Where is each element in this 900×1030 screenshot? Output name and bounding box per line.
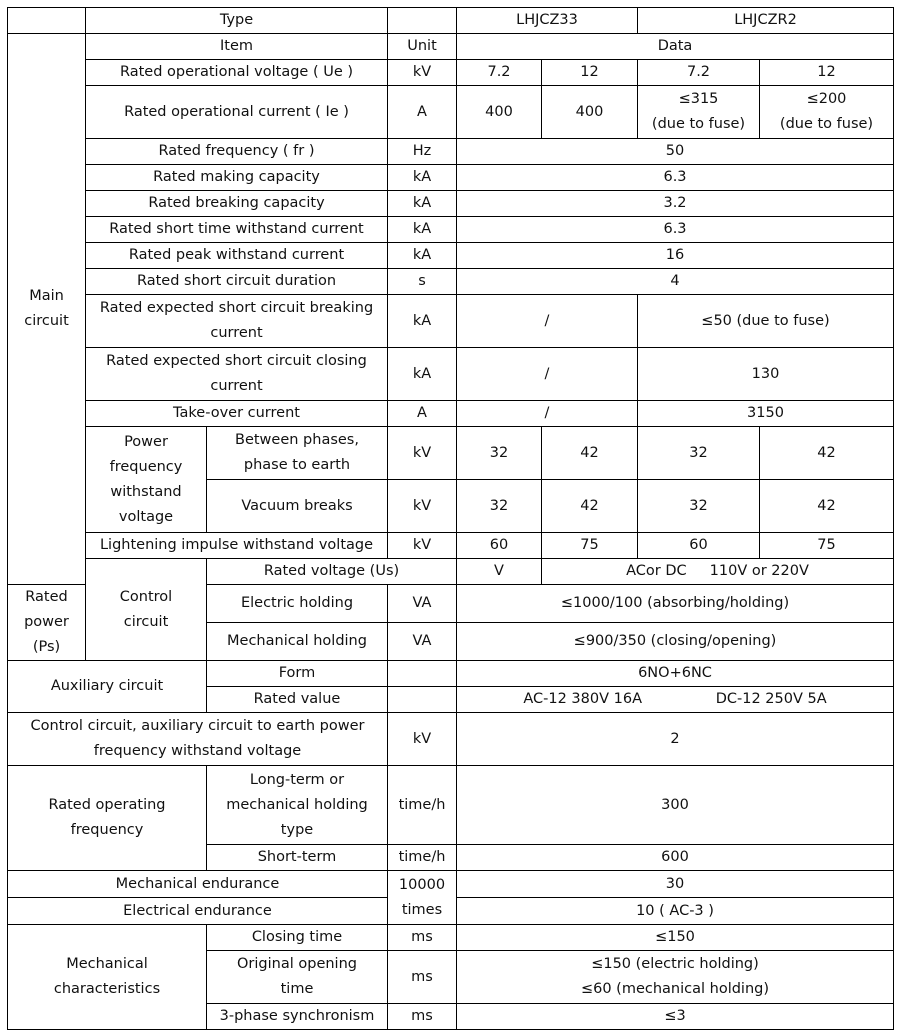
value-cell	[457, 951, 894, 1004]
table-row	[8, 60, 894, 86]
value-cell: 6.3	[457, 217, 894, 243]
value-cell: 75	[760, 533, 894, 559]
unit-cell: A	[388, 401, 457, 427]
value-cell: 12	[760, 60, 894, 86]
value-cell: /	[457, 348, 638, 401]
value-cell: 16	[457, 243, 894, 269]
value-cell: 400	[457, 86, 542, 139]
value-cell: 75	[542, 533, 638, 559]
value-cell: 32	[457, 427, 542, 480]
table-row	[8, 766, 894, 845]
item-cell: Rated voltage (Us)	[207, 559, 457, 585]
item-line: Rated expected short circuit breaking	[99, 300, 374, 316]
table-row	[8, 269, 894, 295]
item-line: Original opening	[237, 956, 357, 972]
value-cell: 60	[638, 533, 760, 559]
item-cell	[207, 427, 388, 480]
item-cell: Rated peak withstand current	[86, 243, 388, 269]
value-cell: 4	[457, 269, 894, 295]
unit-cell: kA	[388, 243, 457, 269]
table-row	[8, 713, 894, 766]
item-cell	[207, 766, 388, 845]
unit-cell	[388, 687, 457, 713]
label-line: circuit	[123, 613, 169, 630]
value-cell: ≤900/350 (closing/opening)	[457, 623, 894, 661]
item-cell	[86, 295, 388, 348]
value-cell: 30	[457, 871, 894, 898]
unit-cell: ms	[388, 925, 457, 951]
item-cell	[86, 348, 388, 401]
item-cell: Rated short time withstand current	[86, 217, 388, 243]
unit-cell: ms	[388, 951, 457, 1004]
unit-cell: kV	[388, 533, 457, 559]
value-line: ≤315	[678, 91, 719, 107]
label-line: Power	[124, 433, 168, 450]
item-cell: Form	[207, 661, 388, 687]
unit-cell: kV	[388, 60, 457, 86]
value-cell	[760, 86, 894, 139]
value-cell: ≤1000/100 (absorbing/holding)	[457, 585, 894, 623]
item-cell: Rated short circuit duration	[86, 269, 388, 295]
table-row	[8, 925, 894, 951]
label-line: Control	[119, 588, 173, 605]
pf-withstand-label	[86, 427, 207, 533]
unit-cell: Hz	[388, 139, 457, 165]
table-row	[8, 165, 894, 191]
value-cell: /	[457, 295, 638, 348]
value-cell: 300	[457, 766, 894, 845]
item-cell: Vacuum breaks	[207, 480, 388, 533]
value-cell: ≤150	[457, 925, 894, 951]
value-line: ≤150 (electric holding)	[591, 956, 759, 972]
item-cell: Short-term	[207, 845, 388, 871]
item-cell	[207, 951, 388, 1004]
table-row	[8, 243, 894, 269]
value-cell: 42	[760, 480, 894, 533]
model-lhjcz33: LHJCZ33	[457, 8, 638, 34]
unit-cell: V	[457, 559, 542, 585]
value-cell: 42	[760, 427, 894, 480]
item-line: Between phases,	[235, 432, 359, 448]
table-row	[8, 348, 894, 401]
blank-cell	[8, 8, 86, 34]
value-line: (due to fuse)	[651, 116, 746, 132]
unit-cell: kA	[388, 165, 457, 191]
item-cell: Rated value	[207, 687, 388, 713]
value-cell: 10 ( AC-3 )	[457, 898, 894, 925]
table-row	[8, 86, 894, 139]
table-row	[8, 661, 894, 687]
value-cell: /	[457, 401, 638, 427]
value-cell: 3150	[638, 401, 894, 427]
operating-frequency-label: Rated operating frequency	[8, 766, 207, 871]
item-cell: Rated frequency ( fr )	[86, 139, 388, 165]
value-cell: 12	[542, 60, 638, 86]
blank-cell	[388, 8, 457, 34]
item-line: Long-term or	[249, 771, 345, 788]
item-header: Item	[86, 34, 388, 60]
unit-cell: kV	[388, 427, 457, 480]
value-cell: 32	[638, 480, 760, 533]
value-cell: 50	[457, 139, 894, 165]
value-cell: ACor DC 110V or 220V	[542, 559, 894, 585]
item-cell: Electrical endurance	[8, 898, 388, 925]
unit-cell	[388, 661, 457, 687]
table-row	[8, 871, 894, 898]
item-cell: Rated operational voltage ( Ue )	[86, 60, 388, 86]
item-cell: Electric holding	[207, 585, 388, 623]
label-line: voltage	[118, 508, 174, 525]
item-line: time	[280, 981, 314, 997]
value-cell: 32	[638, 427, 760, 480]
unit-cell: VA	[388, 623, 457, 661]
value-cell: ≤50 (due to fuse)	[638, 295, 894, 348]
table-row	[8, 427, 894, 480]
control-circuit-label	[86, 559, 207, 661]
table-row	[8, 401, 894, 427]
item-line: current	[210, 378, 263, 394]
value-cell: AC-12 380V 16A DC-12 250V 5A	[457, 687, 894, 713]
item-cell: Rated making capacity	[86, 165, 388, 191]
value-cell: ≤3	[457, 1004, 894, 1030]
item-line: Rated expected short circuit closing	[106, 353, 367, 369]
value-cell	[638, 86, 760, 139]
table-row	[8, 559, 894, 585]
item-line: phase to earth	[243, 457, 351, 473]
item-line: type	[280, 821, 314, 838]
unit-cell: VA	[388, 585, 457, 623]
value-cell: 42	[542, 480, 638, 533]
value-cell: 130	[638, 348, 894, 401]
unit-cell: A	[388, 86, 457, 139]
unit-cell: kA	[388, 217, 457, 243]
item-cell: Lightening impulse withstand voltage	[86, 533, 388, 559]
mechanical-characteristics-label: Mechanical characteristics	[8, 925, 207, 1030]
auxiliary-circuit-label: Auxiliary circuit	[8, 661, 207, 713]
rated-power-label	[8, 585, 86, 661]
item-line: frequency withstand voltage	[93, 743, 302, 759]
item-line: current	[210, 325, 263, 341]
unit-line: times	[401, 901, 443, 918]
table-row	[8, 295, 894, 348]
item-cell: Mechanical holding	[207, 623, 388, 661]
item-cell: Mechanical endurance	[8, 871, 388, 898]
unit-cell: kA	[388, 191, 457, 217]
table-row	[8, 533, 894, 559]
value-cell: 2	[457, 713, 894, 766]
table-row	[8, 139, 894, 165]
main-circuit-line-1: Main	[29, 288, 64, 304]
unit-cell: kA	[388, 295, 457, 348]
value-line: (due to fuse)	[779, 116, 874, 132]
value-cell: 60	[457, 533, 542, 559]
unit-cell: kV	[388, 713, 457, 766]
label-line: frequency	[109, 458, 183, 475]
value-cell: 6NO+6NC	[457, 661, 894, 687]
type-row	[8, 8, 894, 34]
item-header-row	[8, 34, 894, 60]
unit-cell: time/h	[388, 845, 457, 871]
unit-cell: ms	[388, 1004, 457, 1030]
model-lhjczr2: LHJCZR2	[638, 8, 894, 34]
unit-header: Unit	[388, 34, 457, 60]
value-cell: 32	[457, 480, 542, 533]
table-row	[8, 217, 894, 243]
label-line: Rated power	[24, 589, 69, 630]
value-cell: 42	[542, 427, 638, 480]
value-cell: 7.2	[457, 60, 542, 86]
value-cell: 7.2	[638, 60, 760, 86]
value-line: ≤200	[806, 91, 847, 107]
data-header: Data	[457, 34, 894, 60]
label-line: (Ps)	[32, 639, 61, 655]
unit-cell: s	[388, 269, 457, 295]
item-cell: Rated breaking capacity	[86, 191, 388, 217]
unit-cell: time/h	[388, 766, 457, 845]
item-cell: Closing time	[207, 925, 388, 951]
item-line: mechanical holding	[226, 796, 368, 813]
item-cell: Take-over current	[86, 401, 388, 427]
value-cell: 400	[542, 86, 638, 139]
spec-table	[7, 7, 894, 1030]
value-cell: 3.2	[457, 191, 894, 217]
item-cell	[8, 713, 388, 766]
main-circuit-line-2: circuit	[24, 313, 69, 329]
type-label: Type	[86, 8, 388, 34]
unit-cell	[388, 871, 457, 925]
value-line: ≤60 (mechanical holding)	[580, 981, 770, 997]
item-line: Control circuit, auxiliary circuit to earth power	[30, 718, 365, 734]
value-cell: 6.3	[457, 165, 894, 191]
value-cell: 600	[457, 845, 894, 871]
unit-cell: kA	[388, 348, 457, 401]
label-line: withstand	[110, 483, 182, 500]
unit-line: 10000	[398, 876, 446, 893]
unit-cell: kV	[388, 480, 457, 533]
main-circuit-label	[8, 34, 86, 585]
table-row	[8, 191, 894, 217]
item-cell: Rated operational current ( Ie )	[86, 86, 388, 139]
item-cell: 3-phase synchronism	[207, 1004, 388, 1030]
